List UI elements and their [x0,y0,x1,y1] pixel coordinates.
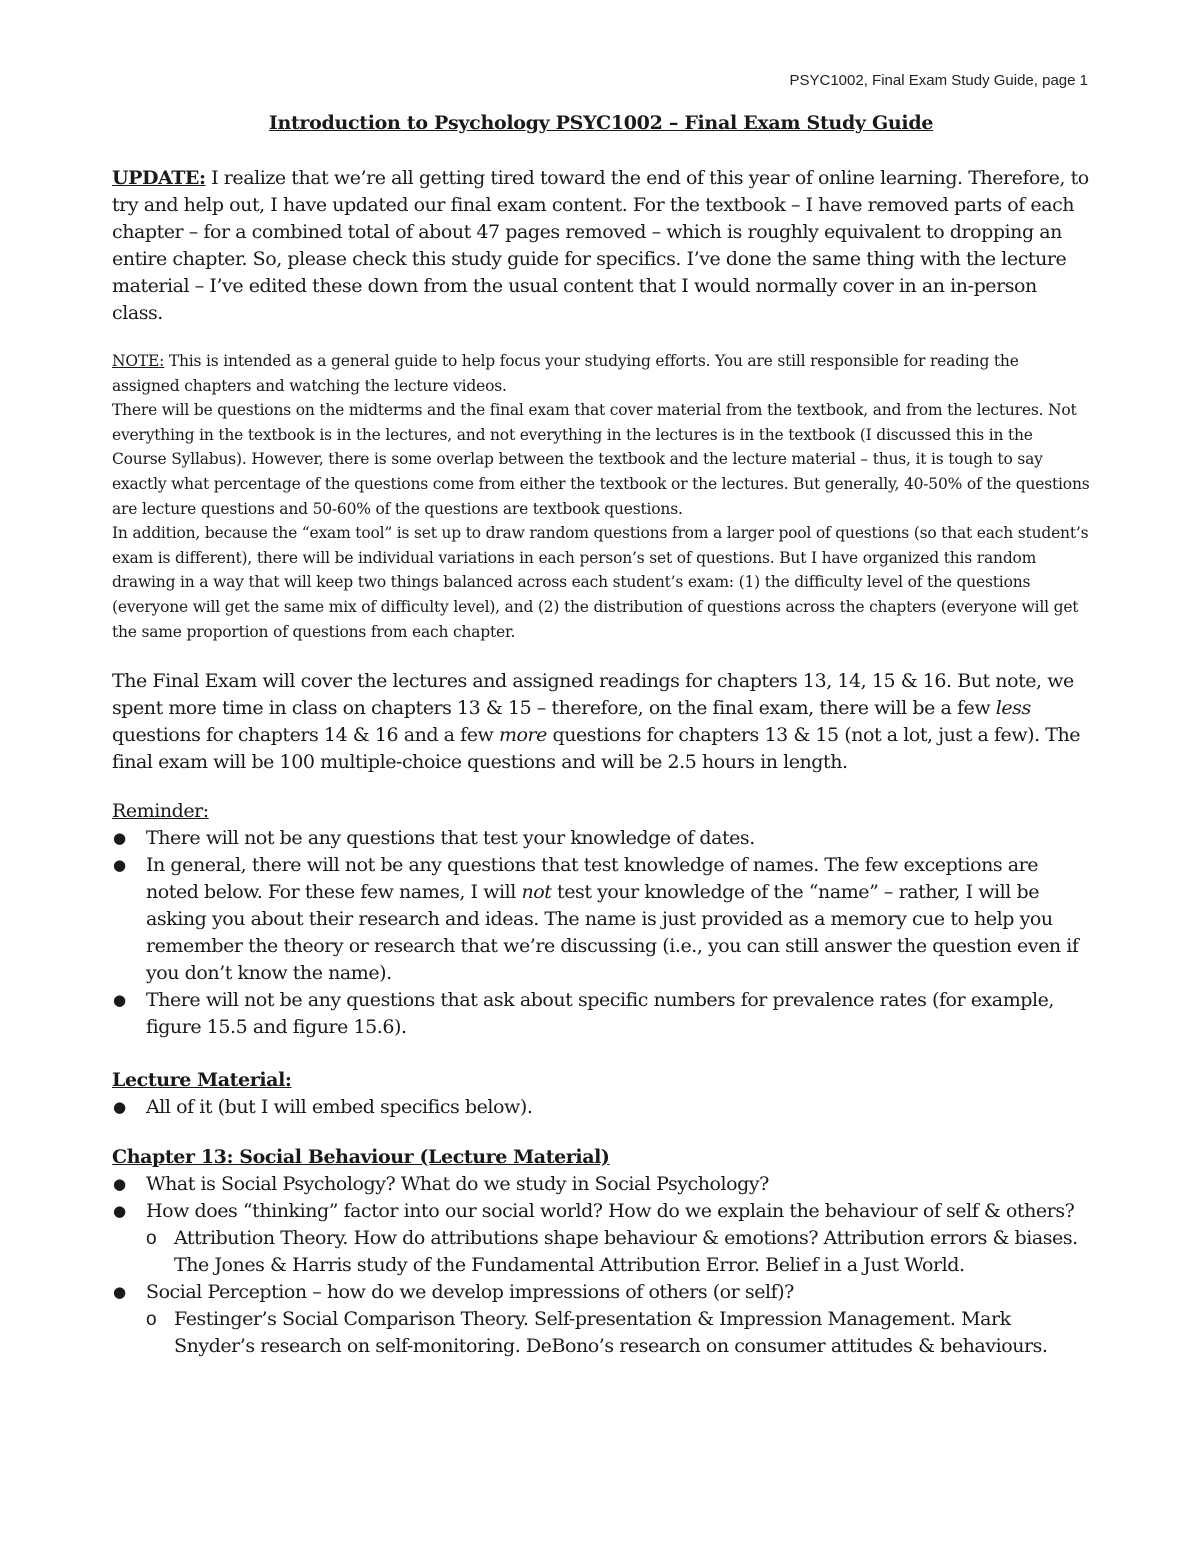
final-exam-emphasis-more: more [498,724,547,747]
update-paragraph [112,165,1090,327]
chapter-13-item-2-sub-1: Attribution Theory. How do attributions shape behaviour & emotions? Attribution errors & biases. The Jones & Harris study of the Fundamental Attribution Error. Belief in a Just World. [174,1227,1078,1277]
chapter-13-item-2: How does “thinking” factor into our social world? How do we explain the behaviour of self & others? [146,1200,1075,1223]
bullet-icon: ● [113,991,126,1010]
chapter-13-item-3-sublist [146,1306,1090,1360]
note-paragraph-2: There will be questions on the midterms and the final exam that cover material from the textbook, and from the lectures. Not everything in the textbook is in the lectures, and not everything in the lectures is in the textbook (I discussed this in the Course Syllabus). However, there is some overlap between the textbook and the lecture material – thus, it is tough to say exactly what percentage of the questions come from either the textbook or the lectures. But generally, 40-50% of the questions are lecture questions and 50-60% of the questions are textbook questions. [112,401,1090,518]
sub-list-item [146,1306,1090,1360]
list-item [112,825,1090,852]
sub-bullet-icon: o [146,1228,157,1250]
chapter-13-item-2-sublist [146,1225,1090,1279]
running-header: PSYC1002, Final Exam Study Guide, page 1 [789,72,1088,89]
lecture-material-heading: Lecture Material: [112,1069,292,1092]
update-text: I realize that we’re all getting tired toward the end of this year of online learning. Therefore, to try and help out, I have updated our final exam content. For the textbook – I have removed parts of each chapter – for a combined total of about 47 pages removed – which is roughly equivalent to dropping an entire chapter. So, please check this study guide for specifics. I’ve done the same thing with the lecture material – I’ve edited these down from the usual content that I would normally cover in an in-person class. [112,167,1089,324]
chapter-13-item-3: Social Perception – how do we develop impressions of others (or self)? [146,1281,794,1304]
update-label: UPDATE: [112,167,206,189]
reminder-list [112,825,1090,1041]
list-item [112,1279,1090,1360]
list-item [112,987,1090,1041]
reminder-item-2-emphasis: not [521,881,552,904]
bullet-icon: ● [113,1098,126,1117]
list-item [112,1094,1090,1121]
document-title: Introduction to Psychology PSYC1002 – Final Exam Study Guide [268,112,934,134]
chapter-13-heading: Chapter 13: Social Behaviour (Lecture Material) [112,1146,610,1169]
list-item [112,1171,1090,1198]
reminder-label: Reminder: [112,800,209,823]
reminder-item-2a: In general, there will not be any questions that test knowledge of names. The few exceptions are noted below. For these few names, I will [146,854,1039,904]
list-item [112,1198,1090,1279]
final-exam-text-2: questions for chapters 14 & 16 and a few [112,724,499,747]
final-exam-emphasis-less: less [995,697,1031,720]
note-paragraph-3: In addition, because the “exam tool” is set up to draw random questions from a larger pool of questions (so that each student’s exam is different), there will be individual variations in each person’s set of questions. But I have organized this random drawing in a way that will keep two things balanced across each student’s exam: (1) the difficulty level of the questions (everyone will get the same mix of difficulty level), and (2) the distribution of questions across the chapters (everyone will get the same proportion of questions from each chapter. [112,524,1089,641]
sub-bullet-icon: o [146,1309,157,1331]
final-exam-text-1: The Final Exam will cover the lectures and assigned readings for chapters 13, 14, 15 & 16. But note, we spent more time in class on chapters 13 & 15 – therefore, on the final exam, there will be a few [112,670,1074,720]
chapter-13-item-3-sub-1: Festinger’s Social Comparison Theory. Self-presentation & Impression Management. Mark Snyder’s research on self-monitoring. DeBono’s research on consumer attitudes & behaviours. [174,1308,1048,1358]
chapter-13-list [112,1171,1090,1360]
reminder-section [112,798,1090,1041]
final-exam-paragraph [112,668,1090,776]
reminder-item-1: There will not be any questions that test your knowledge of dates. [146,827,755,850]
chapter-13-item-1: What is Social Psychology? What do we study in Social Psychology? [146,1173,769,1196]
bullet-icon: ● [113,1283,126,1302]
bullet-icon: ● [113,1202,126,1221]
reminder-item-2b: test your knowledge of the “name” – rather, I will be asking you about their research and ideas. The name is just provided as a memory cue to help you remember the theory or research that we’re discussing (i.e., you can still answer the question even if you don’t know the name). [146,881,1079,985]
sub-list-item [146,1225,1090,1279]
list-item [112,852,1090,987]
lecture-material-section [112,1067,1090,1121]
document-body [112,112,1090,1360]
lecture-material-item-1: All of it (but I will embed specifics below). [146,1096,533,1119]
note-label: NOTE: [112,352,165,370]
note-text-1: This is intended as a general guide to help focus your studying efforts. You are still responsible for reading the assigned chapters and watching the lecture videos. [112,352,1019,395]
bullet-icon: ● [113,1175,126,1194]
final-exam-text-3: questions for chapters 13 & 15 (not a lot, just a few). The final exam will be 100 multiple-choice questions and will be 2.5 hours in length. [112,724,1081,774]
lecture-material-list [112,1094,1090,1121]
reminder-item-3: There will not be any questions that ask about specific numbers for prevalence rates (for example, figure 15.5 and figure 15.6). [146,989,1054,1039]
bullet-icon: ● [113,829,126,848]
chapter-13-section [112,1144,1090,1360]
note-section [112,349,1090,644]
bullet-icon: ● [113,856,126,875]
note-paragraph-1 [112,349,1090,398]
